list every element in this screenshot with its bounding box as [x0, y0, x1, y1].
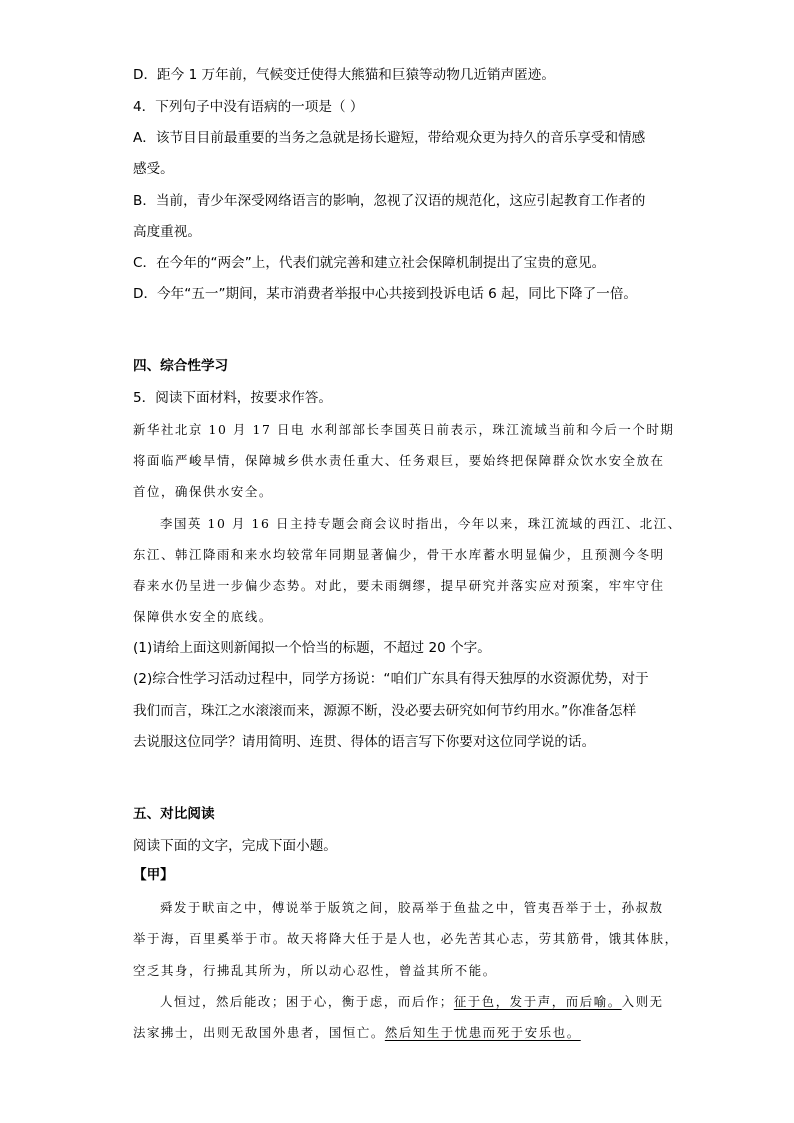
underlined-sentence: 然后知生于忧患而死于安乐也。: [384, 1025, 581, 1040]
q4-stem: 4．下列句子中没有语病的一项是（ ）: [133, 99, 364, 115]
passage-paragraph1-line1: 舜发于畎亩之中，傅说举于版筑之间，胶鬲举于鱼盐之中，管夷吾举于士，孙叔敖: [160, 900, 664, 915]
news-paragraph1-line2: 将面临严峻旱情，保障城乡供水责任重大、任务艰巨，要始终把保障群众饮水安全放在: [133, 453, 665, 468]
q4-option-b-line2: 高度重视。: [133, 224, 201, 240]
section5-heading: 五、对比阅读: [133, 806, 215, 822]
q5-subquestion-2-line2: 我们而言，珠江之水滚滚而来，源源不断，没必要去研究如何节约用水。”你准备怎样: [133, 703, 637, 719]
news-paragraph2-line2: 东江、韩江降雨和来水均较常年同期显著偏少，骨干水库蓄水明显偏少，且预测今冬明: [133, 547, 665, 562]
passage-text-plain: 法家拂士，出则无敌国外患者，国恒亡。: [133, 1025, 385, 1040]
q4-option-a-line2: 感受。: [133, 161, 174, 177]
q5-subquestion-2-line3: 去说服这位同学？请用简明、连贯、得体的语言写下你要对这位同学说的话。: [133, 734, 596, 750]
news-paragraph2-line4: 保障供水安全的底线。: [133, 609, 273, 624]
q4-option-a-line1: A．该节目目前最重要的当务之急就是扬长避短，带给观众更为持久的音乐享受和情感: [133, 130, 646, 146]
passage-paragraph1-line2: 举于海，百里奚举于市。故天将降大任于是人也，必先苦其心志，劳其筋骨，饿其体肤，: [133, 931, 679, 946]
q4-option-c: C．在今年的“两会”上，代表们就完善和建立社会保障机制提出了宝贵的意见。: [133, 255, 606, 271]
passage-paragraph2-line1: [160, 993, 664, 1011]
section5-intro: 阅读下面的文字，完成下面小题。: [133, 838, 337, 854]
underlined-phrase: 征于色，发于声，而后喻。: [453, 994, 622, 1009]
passage-paragraph1-line3: 空乏其身，行拂乱其所为，所以动心忍性，曾益其所不能。: [133, 963, 497, 978]
section4-heading: 四、综合性学习: [133, 358, 229, 374]
q5-stem: 5．阅读下面材料，按要求作答。: [133, 390, 332, 406]
news-paragraph1-line1: 新华社北京 10 月 17 日电 水利部部长李国英日前表示，珠江流域当前和今后一个时期: [133, 422, 675, 437]
passage-label-jia: 【甲】: [133, 867, 174, 883]
passage-text-plain: 入则无: [621, 994, 664, 1009]
q3-option-d: D．距今 1 万年前，气候变迁使得大熊猫和巨猿等动物几近销声匿迹。: [133, 67, 555, 83]
news-paragraph2-line3: 春来水仍呈进一步偏少态势。对此，要未雨绸缪，提早研究并落实应对预案，牢牢守住: [133, 578, 665, 593]
passage-text-plain: 人恒过，然后能改；困于心，衡于虑，而后作；: [160, 994, 454, 1009]
q4-option-d: D．今年“五一”期间，某市消费者举报中心共接到投诉电话 6 起，同比下降了一倍。: [133, 286, 638, 302]
q4-option-b-line1: B．当前，青少年深受网络语言的影响，忽视了汉语的规范化，这应引起教育工作者的: [133, 193, 646, 209]
q5-subquestion-2-line1: (2)综合性学习活动过程中，同学方扬说：“咱们广东具有得天独厚的水资源优势，对于: [133, 671, 649, 687]
news-paragraph1-line3: 首位，确保供水安全。: [133, 484, 273, 499]
news-paragraph2-line1: 李国英 10 月 16 日主持专题会商会议时指出，今年以来，珠江流域的西江、北江、: [160, 516, 682, 531]
q5-subquestion-1: (1)请给上面这则新闻拟一个恰当的标题，不超过 20 个字。: [133, 640, 491, 656]
passage-paragraph2-line2: [133, 1024, 581, 1042]
